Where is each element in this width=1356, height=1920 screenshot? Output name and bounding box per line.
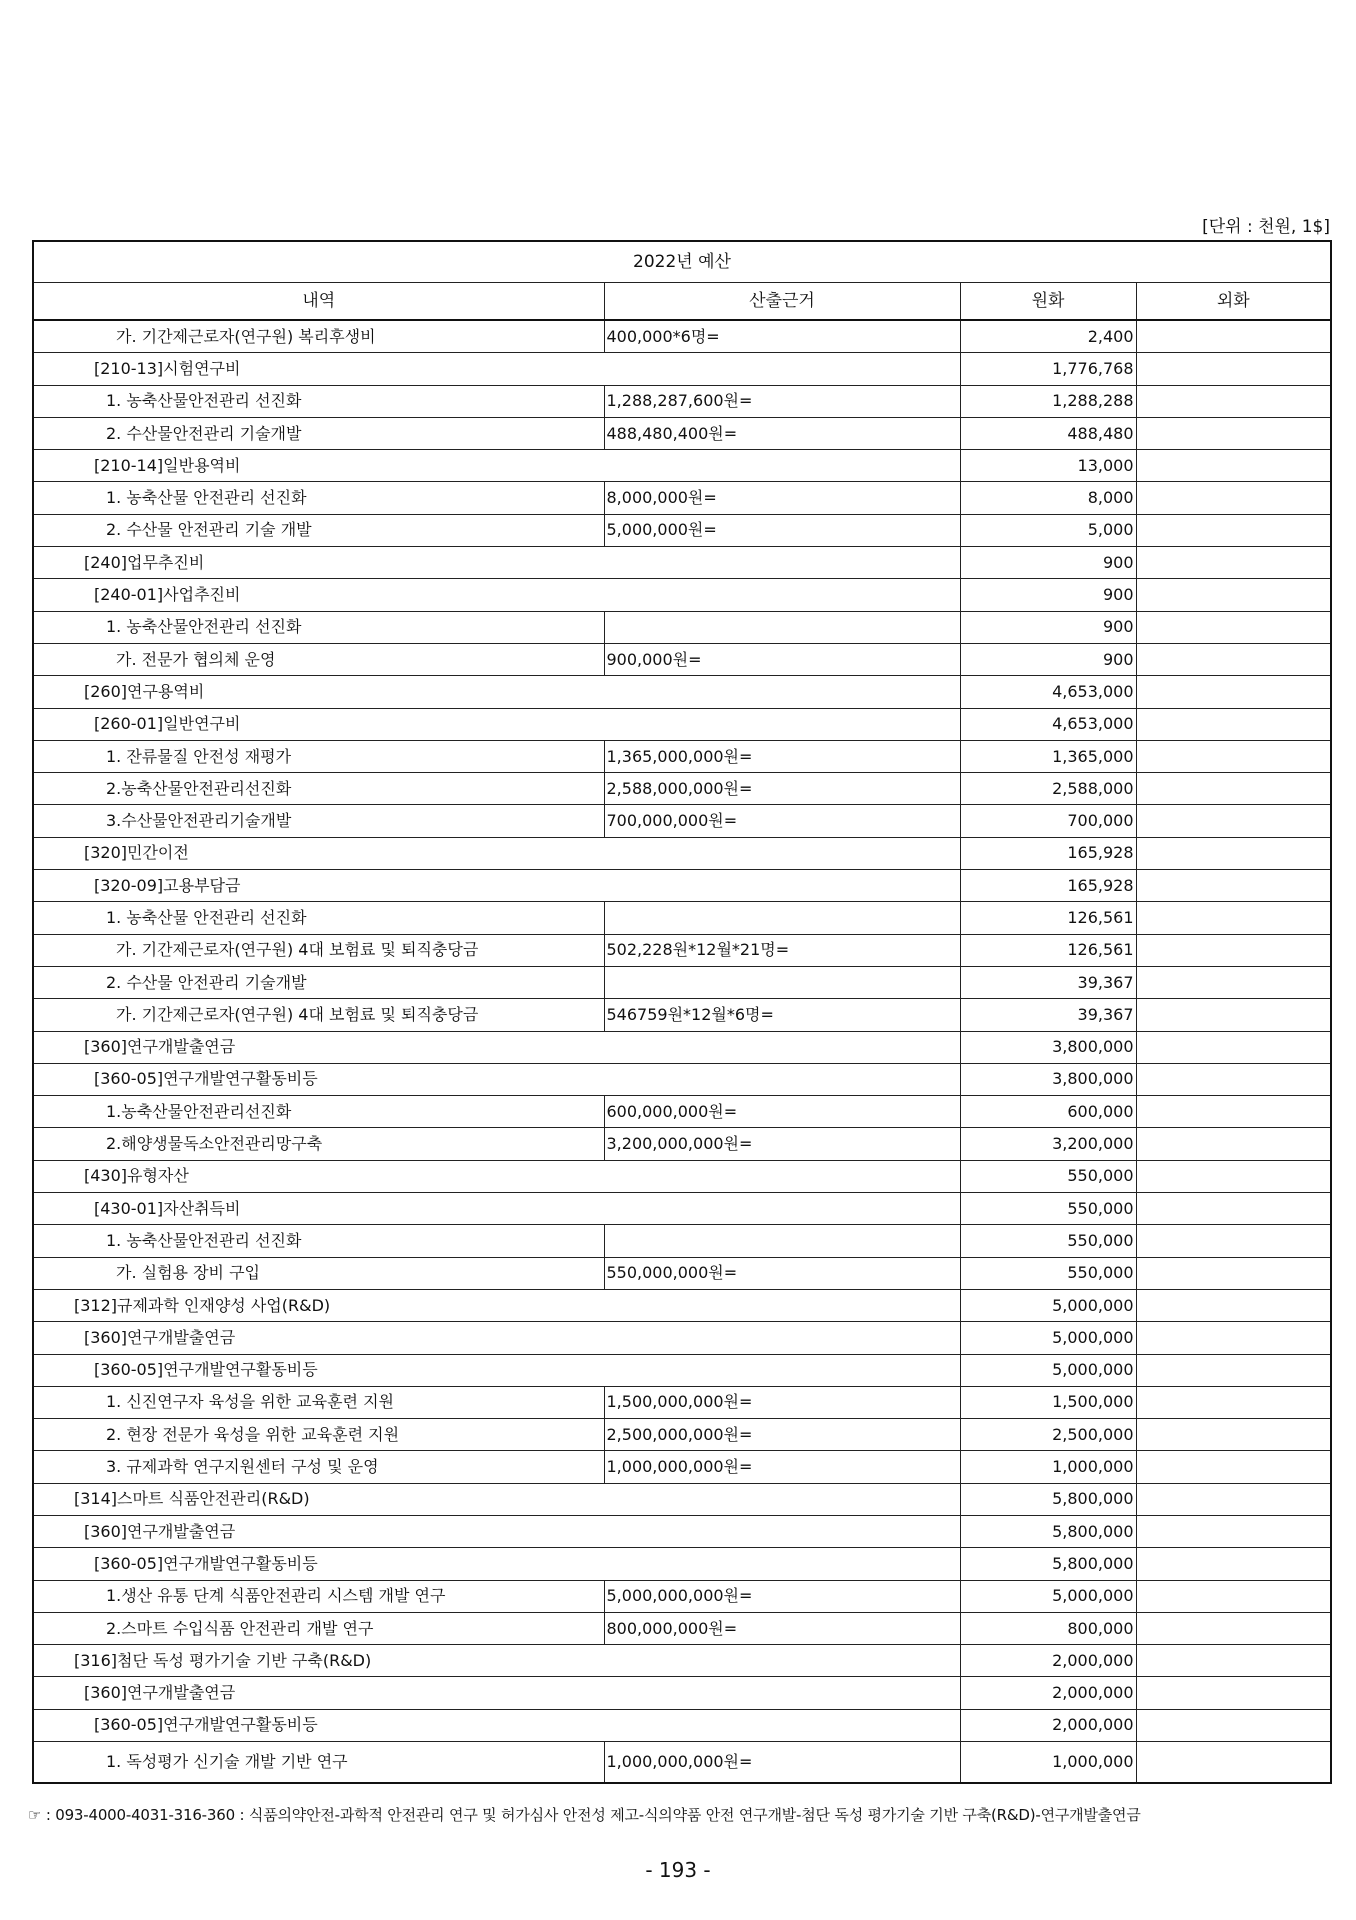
row-basis: 502,228원*12월*21명= bbox=[604, 934, 960, 966]
row-item: [320-09]고용부담금 bbox=[33, 870, 960, 902]
header-krw: 원화 bbox=[960, 283, 1136, 321]
row-basis: 488,480,400원= bbox=[604, 417, 960, 449]
table-row bbox=[33, 547, 1331, 579]
row-krw: 550,000 bbox=[960, 1225, 1136, 1257]
table-row bbox=[33, 1515, 1331, 1547]
table-row bbox=[33, 1612, 1331, 1644]
row-krw: 3,800,000 bbox=[960, 1031, 1136, 1063]
row-krw: 4,653,000 bbox=[960, 708, 1136, 740]
table-row bbox=[33, 1742, 1331, 1784]
table-row bbox=[33, 1677, 1331, 1709]
row-foreign bbox=[1136, 643, 1331, 675]
row-foreign bbox=[1136, 934, 1331, 966]
row-krw: 39,367 bbox=[960, 999, 1136, 1031]
row-krw: 5,800,000 bbox=[960, 1515, 1136, 1547]
header-foreign: 외화 bbox=[1136, 283, 1331, 321]
table-row bbox=[33, 1548, 1331, 1580]
table-row bbox=[33, 837, 1331, 869]
row-item: [314]스마트 식품안전관리(R&D) bbox=[33, 1483, 960, 1515]
table-row bbox=[33, 1257, 1331, 1289]
row-item: 가. 기간제근로자(연구원) 복리후생비 bbox=[33, 320, 604, 353]
row-foreign bbox=[1136, 708, 1331, 740]
row-krw: 8,000 bbox=[960, 482, 1136, 514]
row-item: 1. 농축산물안전관리 선진화 bbox=[33, 385, 604, 417]
row-foreign bbox=[1136, 805, 1331, 837]
table-row bbox=[33, 1225, 1331, 1257]
row-foreign bbox=[1136, 1225, 1331, 1257]
row-item: [210-13]시험연구비 bbox=[33, 353, 960, 385]
row-basis: 1,000,000,000원= bbox=[604, 1451, 960, 1483]
row-foreign bbox=[1136, 1031, 1331, 1063]
row-item: 2. 현장 전문가 육성을 위한 교육훈련 지원 bbox=[33, 1419, 604, 1451]
row-krw: 2,400 bbox=[960, 320, 1136, 353]
table-row bbox=[33, 1096, 1331, 1128]
row-basis bbox=[604, 966, 960, 998]
row-item: [360]연구개발출연금 bbox=[33, 1515, 960, 1547]
row-krw: 488,480 bbox=[960, 417, 1136, 449]
row-foreign bbox=[1136, 1322, 1331, 1354]
table-row bbox=[33, 1419, 1331, 1451]
row-foreign bbox=[1136, 1096, 1331, 1128]
row-krw: 5,000,000 bbox=[960, 1580, 1136, 1612]
row-foreign bbox=[1136, 1515, 1331, 1547]
row-krw: 550,000 bbox=[960, 1257, 1136, 1289]
row-basis: 2,500,000,000원= bbox=[604, 1419, 960, 1451]
row-item: [360]연구개발출연금 bbox=[33, 1322, 960, 1354]
table-row bbox=[33, 1451, 1331, 1483]
row-item: 가. 실험용 장비 구입 bbox=[33, 1257, 604, 1289]
table-row bbox=[33, 870, 1331, 902]
row-krw: 1,500,000 bbox=[960, 1386, 1136, 1418]
table-row bbox=[33, 740, 1331, 772]
row-foreign bbox=[1136, 385, 1331, 417]
table-row bbox=[33, 934, 1331, 966]
row-foreign bbox=[1136, 1386, 1331, 1418]
row-item: [260]연구용역비 bbox=[33, 676, 960, 708]
row-item: [260-01]일반연구비 bbox=[33, 708, 960, 740]
row-basis: 550,000,000원= bbox=[604, 1257, 960, 1289]
row-basis bbox=[604, 1225, 960, 1257]
row-foreign bbox=[1136, 1354, 1331, 1386]
row-basis: 5,000,000,000원= bbox=[604, 1580, 960, 1612]
table-row bbox=[33, 643, 1331, 675]
row-krw: 4,653,000 bbox=[960, 676, 1136, 708]
table-row bbox=[33, 1031, 1331, 1063]
row-basis: 1,365,000,000원= bbox=[604, 740, 960, 772]
row-item: 1. 신진연구자 육성을 위한 교육훈련 지원 bbox=[33, 1386, 604, 1418]
row-item: 1. 잔류물질 안전성 재평가 bbox=[33, 740, 604, 772]
row-foreign bbox=[1136, 514, 1331, 546]
table-row bbox=[33, 611, 1331, 643]
row-krw: 5,000,000 bbox=[960, 1322, 1136, 1354]
row-krw: 3,200,000 bbox=[960, 1128, 1136, 1160]
row-krw: 1,288,288 bbox=[960, 385, 1136, 417]
row-foreign bbox=[1136, 1193, 1331, 1225]
row-item: [430-01]자산취득비 bbox=[33, 1193, 960, 1225]
row-krw: 700,000 bbox=[960, 805, 1136, 837]
row-foreign bbox=[1136, 1128, 1331, 1160]
table-row bbox=[33, 1354, 1331, 1386]
unit-label: [단위 : 천원, 1$] bbox=[1202, 217, 1330, 237]
row-item: [320]민간이전 bbox=[33, 837, 960, 869]
table-row bbox=[33, 514, 1331, 546]
table-row bbox=[33, 1386, 1331, 1418]
row-foreign bbox=[1136, 1419, 1331, 1451]
table-row bbox=[33, 1580, 1331, 1612]
row-krw: 3,800,000 bbox=[960, 1063, 1136, 1095]
row-foreign bbox=[1136, 547, 1331, 579]
table-row bbox=[33, 1322, 1331, 1354]
row-foreign bbox=[1136, 1709, 1331, 1741]
table-row bbox=[33, 1645, 1331, 1677]
row-foreign bbox=[1136, 1257, 1331, 1289]
row-foreign bbox=[1136, 579, 1331, 611]
row-foreign bbox=[1136, 353, 1331, 385]
table-row bbox=[33, 708, 1331, 740]
row-krw: 1,000,000 bbox=[960, 1451, 1136, 1483]
row-krw: 900 bbox=[960, 579, 1136, 611]
row-item: 2. 수산물안전관리 기술개발 bbox=[33, 417, 604, 449]
table-row bbox=[33, 320, 1331, 353]
row-item: 2.해양생물독소안전관리망구축 bbox=[33, 1128, 604, 1160]
row-foreign bbox=[1136, 837, 1331, 869]
row-krw: 1,776,768 bbox=[960, 353, 1136, 385]
row-foreign bbox=[1136, 740, 1331, 772]
table-row bbox=[33, 676, 1331, 708]
table-row bbox=[33, 579, 1331, 611]
table-row bbox=[33, 353, 1331, 385]
row-basis: 400,000*6명= bbox=[604, 320, 960, 353]
table-row bbox=[33, 902, 1331, 934]
row-item: 1. 농축산물 안전관리 선진화 bbox=[33, 902, 604, 934]
row-basis: 546759원*12월*6명= bbox=[604, 999, 960, 1031]
row-krw: 13,000 bbox=[960, 450, 1136, 482]
row-krw: 2,000,000 bbox=[960, 1645, 1136, 1677]
row-basis: 8,000,000원= bbox=[604, 482, 960, 514]
row-item: [360-05]연구개발연구활동비등 bbox=[33, 1354, 960, 1386]
row-foreign bbox=[1136, 1483, 1331, 1515]
table-row bbox=[33, 417, 1331, 449]
row-basis: 700,000,000원= bbox=[604, 805, 960, 837]
row-krw: 165,928 bbox=[960, 837, 1136, 869]
row-krw: 1,000,000 bbox=[960, 1742, 1136, 1784]
row-item: [360-05]연구개발연구활동비등 bbox=[33, 1548, 960, 1580]
row-krw: 900 bbox=[960, 643, 1136, 675]
row-item: 2. 수산물 안전관리 기술 개발 bbox=[33, 514, 604, 546]
table-header-row bbox=[33, 283, 1331, 321]
row-item: [360-05]연구개발연구활동비등 bbox=[33, 1063, 960, 1095]
table-row bbox=[33, 482, 1331, 514]
row-foreign bbox=[1136, 870, 1331, 902]
table-row bbox=[33, 385, 1331, 417]
row-item: 3.수산물안전관리기술개발 bbox=[33, 805, 604, 837]
row-foreign bbox=[1136, 482, 1331, 514]
row-foreign bbox=[1136, 320, 1331, 353]
table-row bbox=[33, 1289, 1331, 1321]
header-basis: 산출근거 bbox=[604, 283, 960, 321]
row-krw: 126,561 bbox=[960, 934, 1136, 966]
table-row bbox=[33, 999, 1331, 1031]
table-title-row bbox=[33, 241, 1331, 283]
table-title: 2022년 예산 bbox=[33, 241, 1331, 283]
row-krw: 5,000,000 bbox=[960, 1289, 1136, 1321]
row-krw: 900 bbox=[960, 547, 1136, 579]
row-item: 1. 독성평가 신기술 개발 기반 연구 bbox=[33, 1742, 604, 1784]
row-basis: 2,588,000,000원= bbox=[604, 773, 960, 805]
row-item: 1. 농축산물안전관리 선진화 bbox=[33, 1225, 604, 1257]
row-item: 1. 농축산물 안전관리 선진화 bbox=[33, 482, 604, 514]
row-item: [240]업무추진비 bbox=[33, 547, 960, 579]
row-foreign bbox=[1136, 1580, 1331, 1612]
row-basis: 1,288,287,600원= bbox=[604, 385, 960, 417]
row-krw: 550,000 bbox=[960, 1160, 1136, 1192]
row-foreign bbox=[1136, 611, 1331, 643]
row-item: [430]유형자산 bbox=[33, 1160, 960, 1192]
footnote: ☞ : 093-4000-4031-316-360 : 식품의약안전-과학적 안전관리 연구 및 허가심사 안전성 제고-식의약품 안전 연구개발-첨단 독성 평가기술 기반 구축(R&D)-연구개발출연금 bbox=[28, 1806, 1141, 1824]
row-foreign bbox=[1136, 902, 1331, 934]
row-krw: 5,800,000 bbox=[960, 1483, 1136, 1515]
row-krw: 126,561 bbox=[960, 902, 1136, 934]
row-foreign bbox=[1136, 417, 1331, 449]
row-foreign bbox=[1136, 1645, 1331, 1677]
row-item: [360-05]연구개발연구활동비등 bbox=[33, 1709, 960, 1741]
table-row bbox=[33, 966, 1331, 998]
row-basis bbox=[604, 611, 960, 643]
row-foreign bbox=[1136, 1612, 1331, 1644]
row-krw: 550,000 bbox=[960, 1193, 1136, 1225]
row-krw: 5,000 bbox=[960, 514, 1136, 546]
row-krw: 5,000,000 bbox=[960, 1354, 1136, 1386]
row-krw: 2,500,000 bbox=[960, 1419, 1136, 1451]
row-basis: 5,000,000원= bbox=[604, 514, 960, 546]
row-item: [360]연구개발출연금 bbox=[33, 1031, 960, 1063]
row-foreign bbox=[1136, 1160, 1331, 1192]
row-foreign bbox=[1136, 1063, 1331, 1095]
row-item: 1. 농축산물안전관리 선진화 bbox=[33, 611, 604, 643]
row-item: 가. 전문가 협의체 운영 bbox=[33, 643, 604, 675]
row-basis: 1,000,000,000원= bbox=[604, 1742, 960, 1784]
row-item: [240-01]사업추진비 bbox=[33, 579, 960, 611]
row-item: [316]첨단 독성 평가기술 기반 구축(R&D) bbox=[33, 1645, 960, 1677]
row-krw: 2,588,000 bbox=[960, 773, 1136, 805]
row-foreign bbox=[1136, 1451, 1331, 1483]
table-row bbox=[33, 1709, 1331, 1741]
row-foreign bbox=[1136, 773, 1331, 805]
row-item: 가. 기간제근로자(연구원) 4대 보험료 및 퇴직충당금 bbox=[33, 934, 604, 966]
row-krw: 5,800,000 bbox=[960, 1548, 1136, 1580]
row-item: 1.생산 유통 단계 식품안전관리 시스템 개발 연구 bbox=[33, 1580, 604, 1612]
row-item: [312]규제과학 인재양성 사업(R&D) bbox=[33, 1289, 960, 1321]
table-row bbox=[33, 1063, 1331, 1095]
row-krw: 2,000,000 bbox=[960, 1709, 1136, 1741]
row-basis: 3,200,000,000원= bbox=[604, 1128, 960, 1160]
table-row bbox=[33, 1128, 1331, 1160]
table-row bbox=[33, 1483, 1331, 1515]
row-basis bbox=[604, 902, 960, 934]
row-basis: 800,000,000원= bbox=[604, 1612, 960, 1644]
row-basis: 600,000,000원= bbox=[604, 1096, 960, 1128]
row-item: [210-14]일반용역비 bbox=[33, 450, 960, 482]
row-item: 2.농축산물안전관리선진화 bbox=[33, 773, 604, 805]
budget-table bbox=[32, 240, 1332, 1784]
row-krw: 39,367 bbox=[960, 966, 1136, 998]
page-number: - 193 - bbox=[645, 1858, 711, 1882]
row-foreign bbox=[1136, 966, 1331, 998]
row-item: [360]연구개발출연금 bbox=[33, 1677, 960, 1709]
row-foreign bbox=[1136, 1742, 1331, 1784]
row-foreign bbox=[1136, 676, 1331, 708]
row-basis: 1,500,000,000원= bbox=[604, 1386, 960, 1418]
row-basis: 900,000원= bbox=[604, 643, 960, 675]
row-foreign bbox=[1136, 450, 1331, 482]
row-krw: 600,000 bbox=[960, 1096, 1136, 1128]
row-foreign bbox=[1136, 1548, 1331, 1580]
table-row bbox=[33, 1193, 1331, 1225]
row-item: 3. 규제과학 연구지원센터 구성 및 운영 bbox=[33, 1451, 604, 1483]
table-row bbox=[33, 805, 1331, 837]
row-item: 1.농축산물안전관리선진화 bbox=[33, 1096, 604, 1128]
row-item: 2. 수산물 안전관리 기술개발 bbox=[33, 966, 604, 998]
row-item: 2.스마트 수입식품 안전관리 개발 연구 bbox=[33, 1612, 604, 1644]
row-foreign bbox=[1136, 1289, 1331, 1321]
header-item: 내역 bbox=[33, 283, 604, 321]
table-row bbox=[33, 450, 1331, 482]
row-krw: 900 bbox=[960, 611, 1136, 643]
row-foreign bbox=[1136, 999, 1331, 1031]
row-krw: 2,000,000 bbox=[960, 1677, 1136, 1709]
row-krw: 165,928 bbox=[960, 870, 1136, 902]
table-row bbox=[33, 1160, 1331, 1192]
row-krw: 1,365,000 bbox=[960, 740, 1136, 772]
table-row bbox=[33, 773, 1331, 805]
row-krw: 800,000 bbox=[960, 1612, 1136, 1644]
row-item: 가. 기간제근로자(연구원) 4대 보험료 및 퇴직충당금 bbox=[33, 999, 604, 1031]
row-foreign bbox=[1136, 1677, 1331, 1709]
